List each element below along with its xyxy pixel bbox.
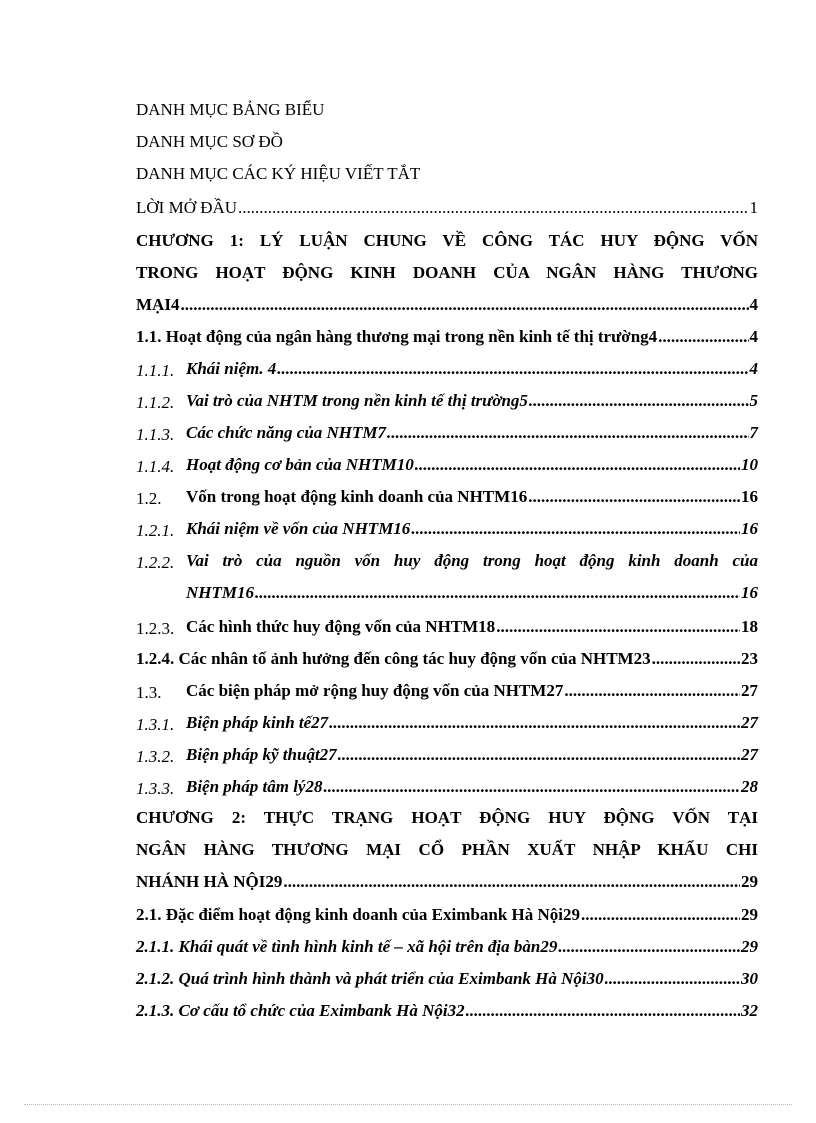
toc-entry-text: NHTM16 bbox=[186, 583, 254, 602]
toc-entry-text: 1.2.4. Các nhân tố ảnh hưởng đến công tác huy động vốn của NHTM23 bbox=[136, 649, 651, 668]
toc-number: 1.2. bbox=[136, 489, 162, 508]
toc-entry-1-3 bbox=[186, 679, 758, 703]
toc-entry-text: Khái niệm về vốn của NHTM16 bbox=[186, 519, 411, 538]
toc-page-number: 30 bbox=[741, 969, 758, 988]
leader-dots bbox=[329, 711, 740, 735]
toc-entry-text: 2.1.1. Khái quát về tình hình kinh tế – xã hội trên địa bàn29 bbox=[136, 937, 558, 956]
toc-page-number: 27 bbox=[741, 745, 758, 764]
toc-entry-1-1-4 bbox=[186, 453, 758, 477]
toc-entry-1-2-3 bbox=[186, 615, 758, 639]
toc-entry-text: LỜI MỞ ĐẦU bbox=[136, 198, 238, 217]
toc-number: 1.1.1. bbox=[136, 361, 175, 380]
toc-number: 1.3.2. bbox=[136, 747, 175, 766]
toc-entry-text: Vốn trong hoạt động kinh doanh của NHTM16 bbox=[186, 487, 528, 506]
toc-entry-text: Biện pháp tâm lý28 bbox=[186, 777, 323, 796]
toc-entry-text: MẠI4 bbox=[136, 295, 180, 314]
page-bottom-rule bbox=[24, 1104, 792, 1105]
toc-number: 1.2.2. bbox=[136, 553, 175, 572]
leader-dots bbox=[558, 935, 740, 959]
heading-danh-muc-bang-bieu: DANH MỤC BẢNG BIỂU bbox=[136, 100, 325, 119]
toc-entry-text: 2.1. Đặc điểm hoạt động kinh doanh của Eximbank Hà Nội29 bbox=[136, 905, 580, 924]
toc-entry-1-1-2 bbox=[186, 389, 758, 413]
toc-entry-loi-mo-dau bbox=[136, 196, 758, 220]
leader-dots bbox=[652, 647, 740, 671]
toc-page-number: 4 bbox=[749, 327, 758, 346]
toc-entry-text: Các hình thức huy động vốn của NHTM18 bbox=[186, 617, 496, 636]
toc-page-number: 4 bbox=[749, 295, 758, 314]
toc-entry-text: Vai trò của NHTM trong nền kinh tế thị trường5 bbox=[186, 391, 528, 410]
toc-entry-1-2-2-line1: Vai trò của nguồn vốn huy động trong hoạt động kinh doanh của bbox=[186, 551, 758, 570]
toc-entry-1-3-2 bbox=[186, 743, 758, 767]
toc-number: 1.3.1. bbox=[136, 715, 175, 734]
toc-page-number: 29 bbox=[741, 905, 758, 924]
toc-entry-1-3-3 bbox=[186, 775, 758, 799]
toc-number: 1.3. bbox=[136, 683, 162, 702]
leader-dots bbox=[415, 453, 740, 477]
toc-page-number: 16 bbox=[741, 583, 758, 602]
toc-page-number: 7 bbox=[749, 423, 758, 442]
leader-dots bbox=[255, 581, 740, 605]
toc-chapter1-line1: CHƯƠNG 1: LÝ LUẬN CHUNG VỀ CÔNG TÁC HUY ĐỘNG VỐN bbox=[136, 231, 758, 250]
leader-dots bbox=[338, 743, 740, 767]
toc-entry-text: Biện pháp kinh tế27 bbox=[186, 713, 329, 732]
toc-entry-2-1 bbox=[136, 903, 758, 927]
toc-entry-1-2-1 bbox=[186, 517, 758, 541]
toc-chapter2-line1: CHƯƠNG 2: THỰC TRẠNG HOẠT ĐỘNG HUY ĐỘNG VỐN TẠI bbox=[136, 808, 758, 827]
toc-number: 1.1.3. bbox=[136, 425, 175, 444]
toc-number: 1.2.3. bbox=[136, 619, 175, 638]
toc-chapter1-line2: TRONG HOẠT ĐỘNG KINH DOANH CỦA NGÂN HÀNG THƯƠNG bbox=[136, 263, 758, 282]
toc-page-number: 28 bbox=[741, 777, 758, 796]
toc-entry-1-3-1 bbox=[186, 711, 758, 735]
toc-entry-2-1-3 bbox=[136, 999, 758, 1023]
leader-dots bbox=[323, 775, 740, 799]
leader-dots bbox=[466, 999, 740, 1023]
toc-entry-text: NHÁNH HÀ NỘI29 bbox=[136, 872, 283, 891]
toc-page-number: 4 bbox=[749, 359, 758, 378]
toc-chapter2-line3 bbox=[136, 870, 758, 894]
toc-entry-1-2-4 bbox=[136, 647, 758, 671]
toc-entry-1-1-1 bbox=[186, 357, 758, 381]
toc-entry-text: 2.1.2. Quá trình hình thành và phát triển của Eximbank Hà Nội30 bbox=[136, 969, 604, 988]
toc-entry-2-1-2 bbox=[136, 967, 758, 991]
leader-dots bbox=[238, 196, 748, 220]
toc-entry-1-1-3 bbox=[186, 421, 758, 445]
heading-danh-muc-ky-hieu: DANH MỤC CÁC KÝ HIỆU VIẾT TẮT bbox=[136, 164, 421, 183]
leader-dots bbox=[658, 325, 748, 349]
toc-entry-text: Hoạt động cơ bản của NHTM10 bbox=[186, 455, 414, 474]
toc-page-number: 23 bbox=[741, 649, 758, 668]
leader-dots bbox=[277, 357, 748, 381]
toc-page-number: 18 bbox=[741, 617, 758, 636]
toc-entry-2-1-1 bbox=[136, 935, 758, 959]
toc-number: 1.2.1. bbox=[136, 521, 175, 540]
toc-chapter1-line3 bbox=[136, 293, 758, 317]
toc-page-number: 16 bbox=[741, 519, 758, 538]
toc-number: 1.1.4. bbox=[136, 457, 175, 476]
toc-entry-1-2-2-line2 bbox=[186, 581, 758, 605]
toc-page-number: 10 bbox=[741, 455, 758, 474]
leader-dots bbox=[564, 679, 740, 703]
toc-entry-text: Biện pháp kỹ thuật27 bbox=[186, 745, 337, 764]
leader-dots bbox=[387, 421, 748, 445]
toc-number: 1.1.2. bbox=[136, 393, 175, 412]
leader-dots bbox=[528, 485, 740, 509]
toc-number: 1.3.3. bbox=[136, 779, 175, 798]
toc-entry-1-2 bbox=[186, 485, 758, 509]
toc-entry-text: Các chức năng của NHTM7 bbox=[186, 423, 387, 442]
toc-page-number: 5 bbox=[749, 391, 758, 410]
toc-page-number: 32 bbox=[741, 1001, 758, 1020]
leader-dots bbox=[180, 293, 748, 317]
toc-entry-text: Khái niệm. 4 bbox=[186, 359, 277, 378]
toc-entry-text: 1.1. Hoạt động của ngân hàng thương mại trong nền kinh tế thị trường4 bbox=[136, 327, 658, 346]
toc-page-number: 1 bbox=[749, 198, 758, 217]
leader-dots bbox=[411, 517, 740, 541]
leader-dots bbox=[283, 870, 740, 894]
toc-page-number: 29 bbox=[741, 872, 758, 891]
heading-danh-muc-so-do: DANH MỤC SƠ ĐỒ bbox=[136, 132, 283, 151]
leader-dots bbox=[605, 967, 740, 991]
leader-dots bbox=[581, 903, 740, 927]
toc-entry-text: Các biện pháp mở rộng huy động vốn của NHTM27 bbox=[186, 681, 564, 700]
toc-entry-text: 2.1.3. Cơ cấu tổ chức của Eximbank Hà Nội32 bbox=[136, 1001, 465, 1020]
toc-page-number: 16 bbox=[741, 487, 758, 506]
toc-page-number: 27 bbox=[741, 713, 758, 732]
toc-chapter2-line2: NGÂN HÀNG THƯƠNG MẠI CỔ PHẦN XUẤT NHẬP KHẨU CHI bbox=[136, 840, 758, 859]
toc-entry-1-1 bbox=[136, 325, 758, 349]
toc-page-number: 27 bbox=[741, 681, 758, 700]
leader-dots bbox=[496, 615, 740, 639]
leader-dots bbox=[529, 389, 749, 413]
toc-page-number: 29 bbox=[741, 937, 758, 956]
